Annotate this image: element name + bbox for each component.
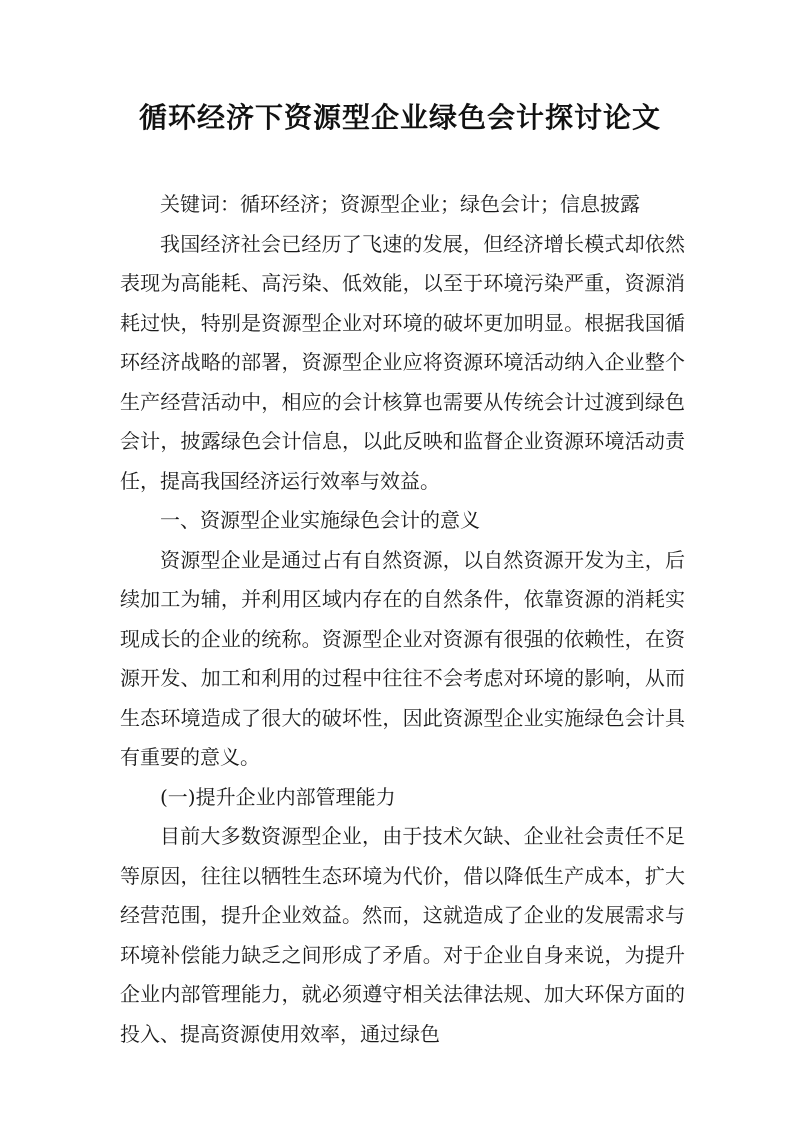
document-title: 循环经济下资源型企业绿色会计探讨论文 — [138, 101, 661, 134]
section-heading-1: 一、资源型企业实施绿色会计的意义 — [160, 508, 480, 532]
paragraph-intro: 我国经济社会已经历了飞速的发展，但经济增长模式却依然表现为高能耗、高污染、低效能，以至于环境污染严重，资源消耗过快，特别是资源型企业对环境的破坏更加明显。根据我国循环经济战略的部署，资源型企业应将资源环境活动纳入企业整个生产经营活动中，相应的会计核算也需要从传统会计过渡到绿色会计，披露绿色会计信息，以此反映和监督企业资源环境活动责任，提高我国经济运行效率与效益。 — [120, 231, 685, 493]
paragraph-definition: 资源型企业是通过占有自然资源，以自然资源开发为主，后续加工为辅，并利用区域内存在的自然条件，依靠资源的消耗实现成长的企业的统称。资源型企业对资源有很强的依赖性，在资源开发、加工和利用的过程中往往不会考虑对环境的影响，从而生态环境造成了很大的破坏性，因此资源型企业实施绿色会计具有重要的意义。 — [120, 547, 685, 769]
paragraph-management: 目前大多数资源型企业，由于技术欠缺、企业社会责任不足等原因，往往以牺牲生态环境为代价，借以降低生产成本，扩大经营范围，提升企业效益。然而，这就造成了企业的发展需求与环境补偿能力缺乏之间形成了矛盾。对于企业自身来说，为提升企业内部管理能力，就必须遵守相关法律法规、加大环保方面的投入、提高资源使用效率，通过绿色 — [120, 824, 685, 1046]
subsection-heading-1: (一)提升企业内部管理能力 — [160, 784, 396, 809]
keywords-line: 关键词：循环经济；资源型企业；绿色会计；信息披露 — [160, 192, 640, 216]
document-body — [120, 185, 685, 1054]
